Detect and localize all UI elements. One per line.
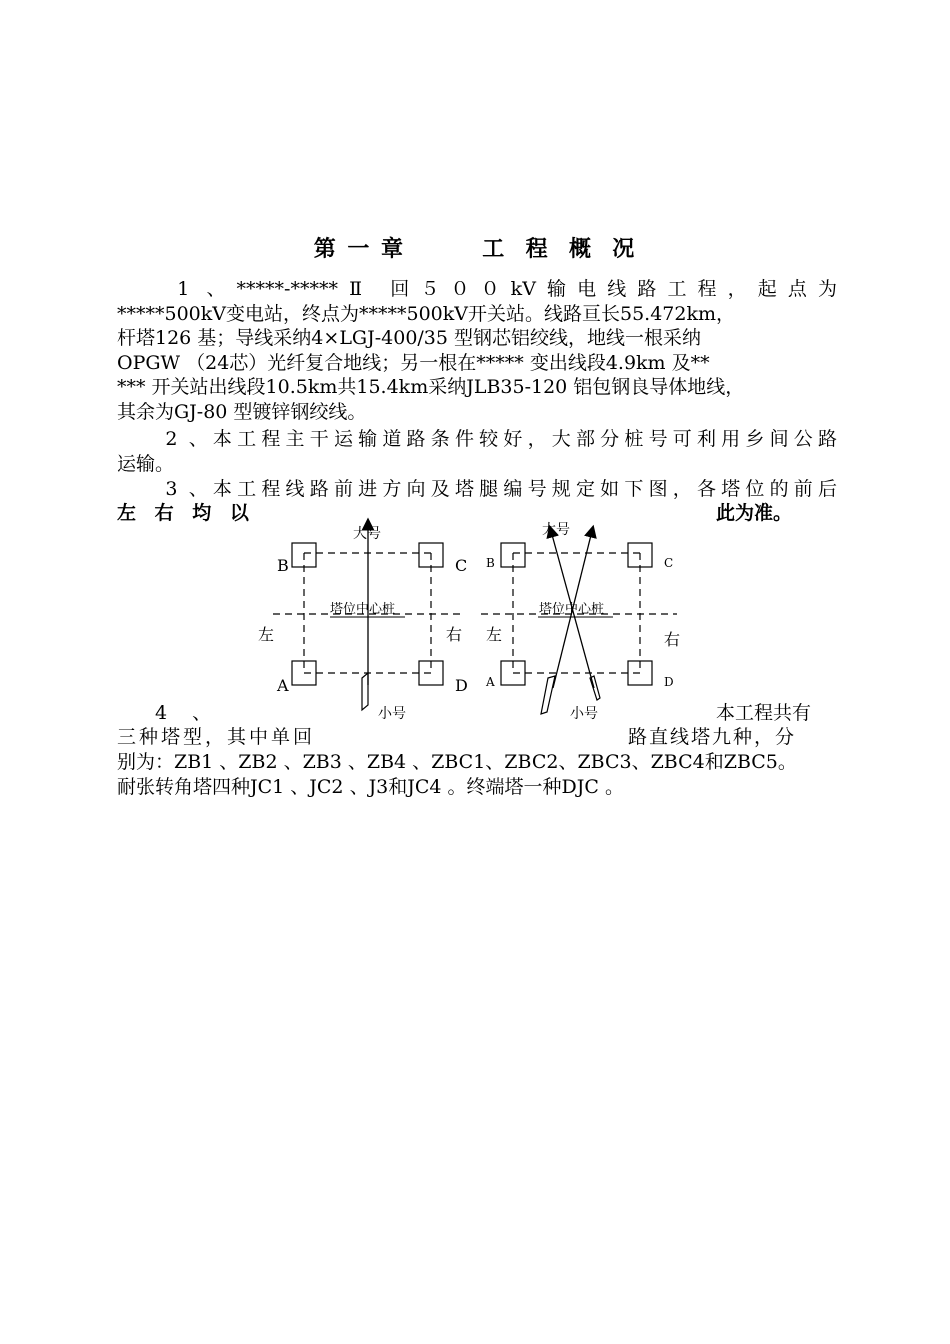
p4-line-1-right: 本工程共有 [716,702,812,724]
p1-line-1: 1 、*****-*****Ⅱ 回５００kV输电线路工程，起点为 [117,278,837,299]
p1-line-2: *****500kV变电站，终点为*****500kV开关站。线路亘长55.472km， [117,303,736,324]
p4-line-4: 耐张转角塔四种JC1 、JC2 、J3和JC4 。终端塔一种DJC 。 [117,776,624,797]
right-leg-c-label: C [664,556,674,570]
p3-line-1-text: 3 、本工程线路前进方向及塔腿编号规定如下图，各塔位的前后 [117,478,837,499]
p4-line-3: 别为：ZB1 、ZB2 、ZB3 、ZB4 、ZBC1、ZBC2、ZBC3、ZBC4和ZBC5。 [117,751,797,772]
p1-line-5: *** 开关站出线段10.5km共15.4km采纳JLB35-120 铝包钢良导体地线， [117,376,745,397]
right-leg-b-label: B [486,556,495,570]
left-leg-a-label: A [277,676,289,695]
p4-line-1-left: 4 、 [117,702,212,724]
left-diagram [258,524,468,722]
p1-line-4: OPGW （24芯）光纤复合地线；另一根在***** 变出线段4.9km 及** [117,352,710,373]
right-leg-a-label: A [486,675,495,689]
right-top-label: 大号 [542,522,570,538]
p2-line-1: 2 、本工程主干运输道路条件较好，大部分桩号可利用乡间公路 [117,428,837,449]
p3-line-2-right: 此为准。 [716,502,793,524]
chapter-title: 第 一 章 工 程 概 况 [313,236,637,262]
right-arrow-feather-1 [541,676,555,714]
right-bottom-label: 小号 [570,706,598,722]
p4-line-2-right: 路直线塔九种，分 [628,726,797,748]
left-leg-d-label: D [455,676,468,695]
right-center-label: 塔位中心桩 [539,602,605,617]
left-leg-b-label: B [277,556,289,575]
left-leg-c-label: C [455,556,468,575]
left-top-label: 大号 [353,526,381,542]
right-diagram [481,521,680,722]
left-center-label: 塔位中心桩 [330,602,396,617]
left-arrow-feather [362,673,368,710]
p3-line-2-left: 左 右 均 以 [117,502,255,524]
left-side-left: 左 [258,625,275,644]
p2-line-2: 运输。 [117,453,175,474]
p1-line-3: 杆塔126 基；导线采纳4×LGJ-400/35 型钢芯铝绞线，地线一根采纳 [117,327,702,348]
right-side-right: 右 [664,630,681,649]
right-leg-d-label: D [664,675,674,689]
p1-line-6: 其余为GJ-80 型镀锌钢绞线。 [117,401,367,422]
left-side-right: 右 [446,625,463,644]
right-side-left: 左 [486,625,503,644]
p4-line-2-left: 三种塔型，其中单回 [117,726,316,748]
left-bottom-label: 小号 [378,706,406,722]
